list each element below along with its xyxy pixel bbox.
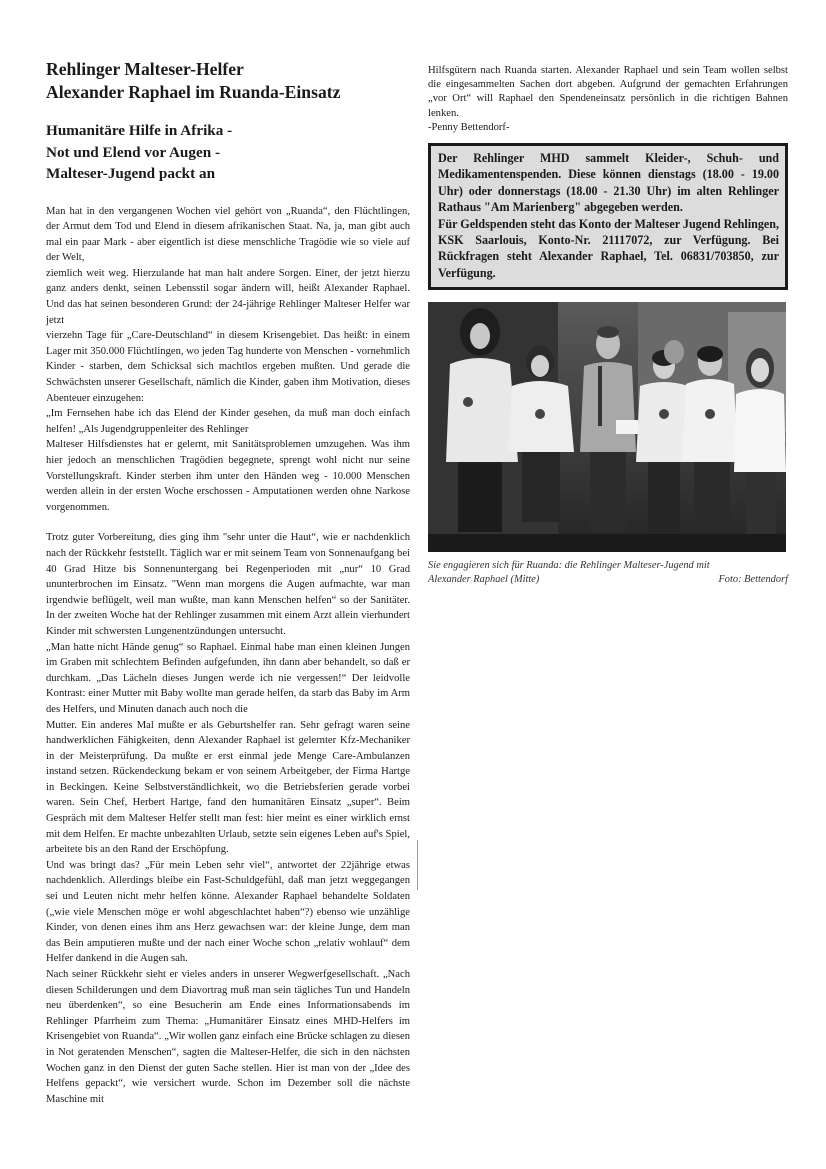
article-continuation: [428, 64, 788, 135]
body-paragraph: ziemlich weit weg. Hierzulande hat man halt andere Sorgen. Einer, der jetzt hierzu ganz anders denkt, seinen Lebensstil sogar ändern will, heißt Alexander Raphael. Und das hat seinen besonderen Grund: der 24-jährige Rehlinger Malteser Helfer war jetzt: [46, 267, 410, 326]
article-body: [46, 204, 410, 1108]
group-photo-image: [428, 302, 786, 552]
caption-line-2: Alexander Raphael (Mitte): [428, 574, 540, 586]
article-right-column: [428, 64, 788, 587]
body-paragraph: Nach seiner Rückkehr sieht er vieles anders in unserer Wegwerfgesellschaft. „Nach diesen Schilderungen und dem Diavortrag muß man sein tägliches Tun und Handeln neu überdenken“, so eine Besucherin am Ende eines Informationsabends im Rehlinger Pfarrheim zum Thema: „Humanitärer Einsatz eines MHD-Helfers im Krisengebiet von Ruanda“. „Wir wollen ganz einfach eine Brücke schlagen zu diesen in Not geratenden Menschen“, sagten die Malteser-Helfer, die sich in den nächsten Wochen ganz in den Dienst der guten Sache stellen. Hier ist man von der „Idee des Helfens gepackt“, wie versichert wurde. Schon im Dezember soll die nächste Maschine mit: [46, 969, 410, 1105]
subhead-line-1: Humanitäre Hilfe in Afrika -: [46, 122, 233, 139]
body-paragraph: Man hat in den vergangenen Wochen viel gehört von „Ruanda“, den Flüchtlingen, der Armut dem Tod und Elend in diesem afrikanischen Staat. Na, ja, man gibt auch mal ein paar Mark - aber eigentlich ist diese menschliche Tragödie wie so viele auf der Welt,: [46, 205, 410, 264]
body-paragraph: „Man hatte nicht Hände genug“ so Raphael. Einmal habe man einen kleinen Jungen im Graben mit schlechtem Befinden aufgefunden, ihn dann aber behandelt, so daß er durchkam. „Das Lächeln dieses Jungen werde ich nie vergessen!“ Der leidvolle Kontrast: einer Mutter mit Baby wollte man gerade helfen, da starb das Baby im Arm des Helfers, und Minuten danach auch noch die: [46, 641, 410, 715]
donation-info-money: Für Geldspenden steht das Konto der Malteser Jugend Rehlingen, KSK Saarlouis, Konto-Nr. 21117072, zur Verfügung. Bei Rückfragen steht Alexander Raphael, Tel. 06831/703850, zur Verfügung.: [438, 216, 780, 280]
body-paragraph: Trotz guter Vorbereitung, dies ging ihm "sehr unter die Haut“, wie er nachdenklich nach der Rückkehr feststellt. Täglich war er mit seinem Team von Sonnenaufgang bei 40 Grad Hitze bis Sonnenuntergang bei Regenperioden mit „nur“ 10 Grad ununterbrochen im Einsatz. "Wenn man morgens die Augen aufmachte, war man irgendwie beflügelt, weil man wußte, man kann Menschen helfen“ so der Sanitäter. In der zweiten Woche hat der Rehlinger zusammen mit einem Arzt allein vierhundert Kinder mit schwersten Lungenentzündungen untersucht.: [46, 532, 410, 637]
article-left-column: [46, 58, 410, 1107]
headline-line-1: Rehlinger Malteser-Helfer: [46, 59, 244, 79]
article-subhead: [46, 120, 410, 185]
body-paragraph: Und was bringt das? „Für mein Leben sehr viel“, antwortet der 22jährige etwas nachdenklich. Allerdings bleibe ein Fast-Schuldgefühl, daß man jetzt weggegangen sei und Leuten nicht mehr helfen könne. Alexander Raphael behandelte Soldaten („wie viele Menschen möge er wohl abgeschlachtet haben“?) ebenso wie unzählige Kinder, von denen eines ihm ans Herz gewachsen war: der kleine Junge, dem man das Bein amputieren mußte und der nach einer Woche schon „relativ wohlauf“ dem Helfer dankend in die Augen sah.: [46, 859, 410, 965]
body-paragraph: Malteser Hilfsdienstes hat er gelernt, mit Sanitätsproblemen umzugehen. Was ihm hier jedoch an menschlichen Tragödien begegnete, sprengt wohl nicht nur seine Vorstellungskraft. Kinder sterben ihm unter den Händen weg - 10.000 Menschen werden allein in der ersten Woche erschossen - Amputationen werden ohne Narkose vorgenommen.: [46, 439, 410, 513]
body-paragraph: vierzehn Tage für „Care-Deutschland“ in diesem Krisengebiet. Das heißt: in einem Lager mit 350.000 Flüchtlingen, wo jeden Tag hunderte von Menschen - vornehmlich Kinder - starben, dem Schicksal sich machtlos ergeben mußten. Und gerade die Schwächsten unserer Gesellschaft, nämlich die Kinder, gaben ihm Motivation, dieses Abenteuer einzugehen:: [46, 330, 410, 404]
donation-info-box: [428, 143, 788, 290]
caption-line-1: Sie engagieren sich für Ruanda: die Rehlinger Malteser-Jugend mit: [428, 560, 710, 572]
caption-line-2-row: [428, 573, 788, 587]
body-paragraph: „Im Fernsehen habe ich das Elend der Kinder gesehen, da muß man doch einfach helfen! „Als Jugendgruppenleiter des Rehlinger: [46, 408, 410, 435]
photo-credit: Foto: Bettendorf: [718, 574, 788, 586]
continuation-paragraph: Hilfsgütern nach Ruanda starten. Alexander Raphael und sein Team wollen selbst die eingesammelten Sachen dort abgeben. Aufgrund der gemachten Erfahrungen „vor Ort“ will Raphael den Spendeneinsatz persönlich in die richtigen Bahnen lenken.: [428, 65, 788, 119]
article-headline: [46, 58, 410, 104]
headline-line-2: Alexander Raphael im Ruanda-Einsatz: [46, 82, 341, 102]
photo-caption: [428, 559, 788, 587]
body-paragraph: Mutter. Ein anderes Mal mußte er als Geburtshelfer ran. Sehr gefragt waren seine handwerklichen Fähigkeiten, denn Alexander Raphael ist gelernter Kfz-Mechaniker in der Meisterprüfung. Da mußte er erst einmal jede Menge Care-Ambulanzen instand setzen. Rückendeckung bekam er von seinem Arbeitgeber, der Firma Hartge in Beckingen. Keine Selbstverständlichkeit, wo die Betriebsferien gerade vorbei waren. Sein Chef, Herbert Hartge, fand den humanitären Einsatz „super“. Beim Gespräch mit dem Malteser Helfer stellt man fest: hier meint es einer wirklich ernst mit dem Helfen. Er machte unbezahlten Urlaub, setzte sein eigenes Leben auf's Spiel, arbeitete bis an den Rand der Erschöpfung.: [46, 719, 410, 856]
group-photo: [428, 302, 786, 552]
subhead-line-3: Malteser-Jugend packt an: [46, 165, 216, 182]
donation-info-clothes: Der Rehlinger MHD sammelt Kleider-, Schuh- und Medikamentenspenden. Diese können dienstags (18.00 - 19.00 Uhr) oder donnerstags (18.00 - 21.30 Uhr) im alten Rehlinger Rathaus "Am Marienberg" abgegeben werden.: [438, 151, 779, 215]
author-signature: -Penny Bettendorf-: [428, 121, 510, 133]
subhead-line-2: Not und Elend vor Augen -: [46, 143, 220, 161]
column-divider: [417, 840, 418, 890]
